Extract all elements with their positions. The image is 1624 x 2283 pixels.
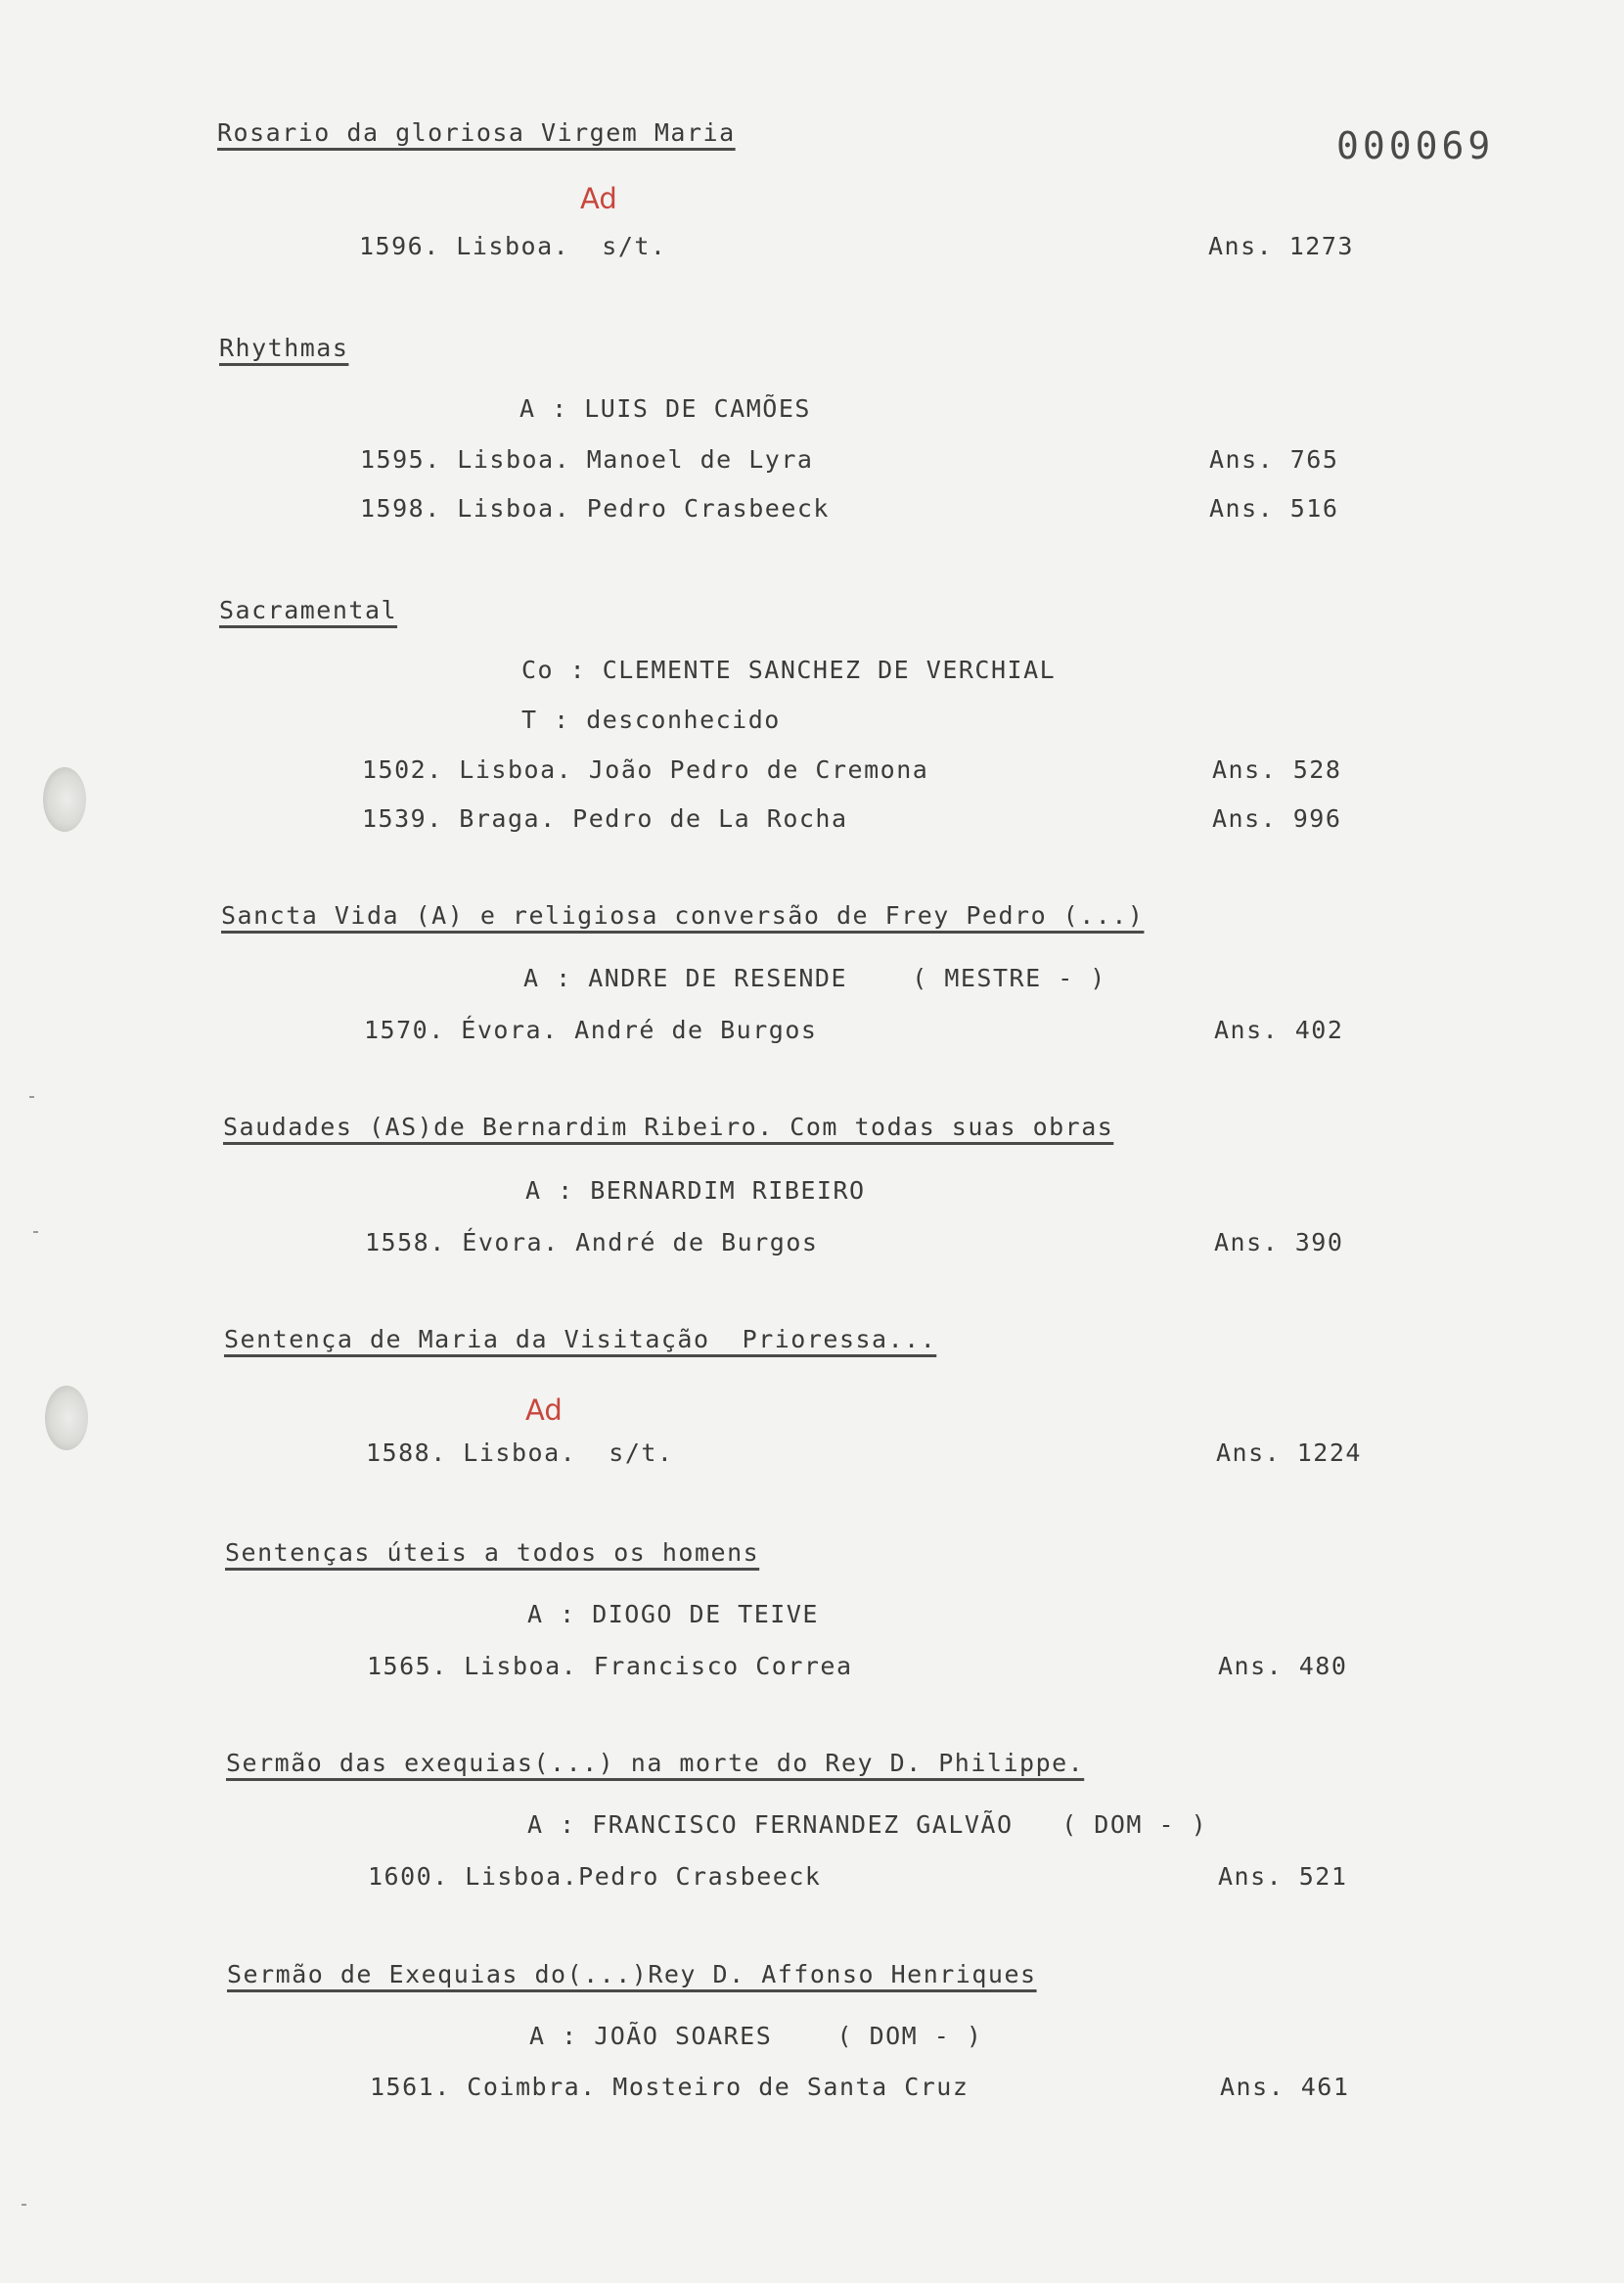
ad-mark: Ad [580, 182, 617, 215]
ans-reference: Ans. 521 [1218, 1862, 1348, 1891]
ans-reference: Ans. 1273 [1208, 232, 1354, 260]
edition-line: 1570. Évora. André de Burgos [364, 1016, 818, 1044]
entry-title: Rosario da gloriosa Virgem Maria [217, 118, 736, 147]
ans-reference: Ans. 461 [1220, 2073, 1350, 2101]
edition-line: 1588. Lisboa. s/t. [366, 1438, 674, 1467]
ans-reference: Ans. 516 [1209, 494, 1339, 523]
entry-title: Sermão de Exequias do(...)Rey D. Affonso Henriques [227, 1960, 1037, 1988]
edition-line: 1558. Évora. André de Burgos [365, 1228, 819, 1256]
paper-speck [33, 1231, 38, 1233]
ans-reference: Ans. 765 [1209, 445, 1339, 474]
ans-reference: Ans. 1224 [1216, 1438, 1362, 1467]
author-line: A : ANDRE DE RESENDE ( MESTRE - ) [523, 964, 1106, 992]
entry-title: Saudades (AS)de Bernardim Ribeiro. Com todas suas obras [223, 1113, 1114, 1141]
edition-line: 1598. Lisboa. Pedro Crasbeeck [360, 494, 830, 523]
author-line: A : LUIS DE CAMÕES [519, 394, 811, 423]
edition-line: 1539. Braga. Pedro de La Rocha [362, 804, 848, 833]
entry-title: Sermão das exequias(...) na morte do Rey D. Philippe. [226, 1749, 1085, 1777]
author-line: Co : CLEMENTE SANCHEZ DE VERCHIAL [521, 656, 1057, 684]
ad-mark: Ad [525, 1393, 563, 1427]
edition-line: 1502. Lisboa. João Pedro de Cremona [362, 755, 929, 784]
ans-reference: Ans. 480 [1218, 1652, 1348, 1680]
edition-line: 1596. Lisboa. s/t. [359, 232, 667, 260]
author-line: A : FRANCISCO FERNANDEZ GALVÃO ( DOM - ) [527, 1810, 1208, 1839]
entry-title: Sentença de Maria da Visitação Prioressa... [224, 1325, 937, 1353]
edition-line: 1595. Lisboa. Manoel de Lyra [360, 445, 814, 474]
ans-reference: Ans. 390 [1214, 1228, 1344, 1256]
entry-title: Sacramental [219, 596, 398, 624]
page-number: 000069 [1336, 124, 1495, 167]
punch-hole [43, 767, 86, 832]
entry-title: Sentenças úteis a todos os homens [225, 1538, 760, 1567]
ans-reference: Ans. 528 [1212, 755, 1342, 784]
ans-reference: Ans. 996 [1212, 804, 1342, 833]
paper-speck [22, 2204, 26, 2206]
edition-line: 1600. Lisboa.Pedro Crasbeeck [368, 1862, 822, 1891]
translator-line: T : desconhecido [521, 706, 781, 734]
author-line: A : DIOGO DE TEIVE [527, 1600, 819, 1628]
edition-line: 1561. Coimbra. Mosteiro de Santa Cruz [370, 2073, 970, 2101]
author-line: A : BERNARDIM RIBEIRO [525, 1176, 866, 1205]
punch-hole [45, 1386, 88, 1450]
paper-speck [29, 1096, 34, 1098]
entry-title: Rhythmas [219, 334, 349, 362]
entry-title: Sancta Vida (A) e religiosa conversão de Frey Pedro (...) [221, 901, 1145, 930]
ans-reference: Ans. 402 [1214, 1016, 1344, 1044]
author-line: A : JOÃO SOARES ( DOM - ) [529, 2022, 983, 2050]
edition-line: 1565. Lisboa. Francisco Correa [367, 1652, 853, 1680]
